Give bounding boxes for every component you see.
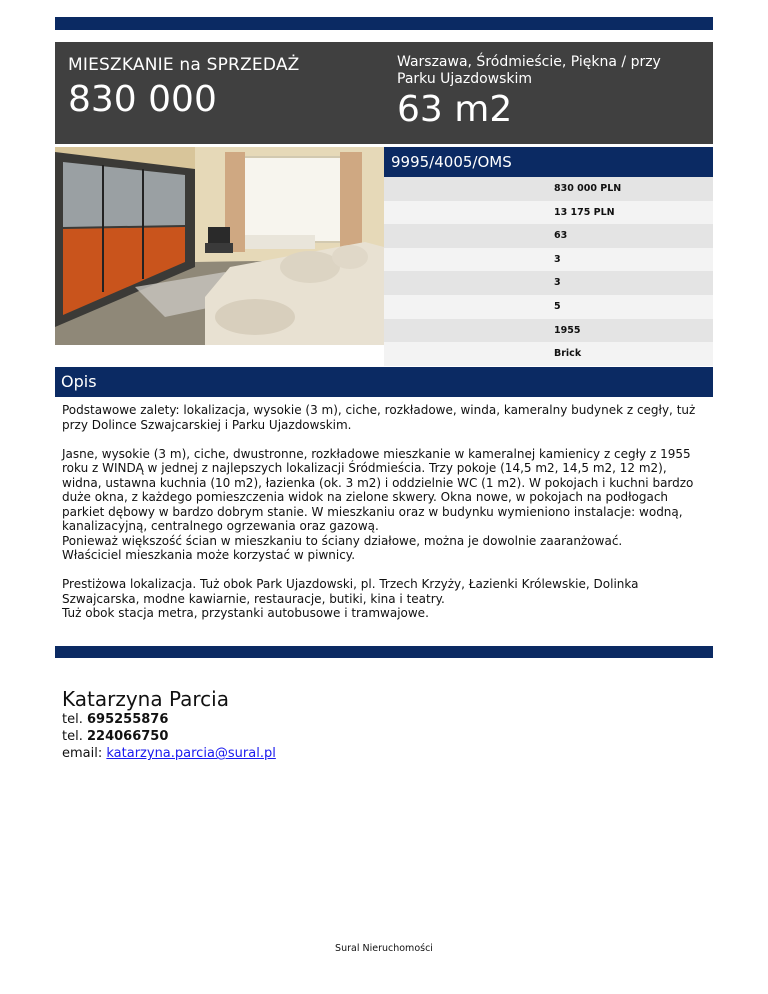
param-row-rooms	[384, 248, 713, 272]
param-row-material	[384, 342, 713, 366]
param-row-area	[384, 224, 713, 248]
agent-name: Katarzyna Parcia	[62, 687, 229, 711]
agent-email-row	[62, 745, 276, 762]
description-paragraph: Podstawowe zalety: lokalizacja, wysokie (3 m), ciche, rozkładowe, winda, kameralny budynek z cegły, tuż przy Dolince Szwajcarskiej i Parku Ujazdowskim.	[62, 403, 696, 432]
listing-area: 63 m2	[397, 89, 513, 130]
param-value: 63	[554, 230, 568, 242]
description-line: Właściciel mieszkania może korzystać w piwnicy.	[62, 548, 356, 562]
header-left	[68, 54, 300, 120]
description-line: Prestiżowa lokalizacja. Tuż obok Park Ujazdowski, pl. Trzech Krzyży, Łazienki Królewskie, Dolinka Szwajcarska, modne kawiarnie, restauracje, butiki, kina i teatry.	[62, 577, 639, 606]
param-value: 3	[554, 253, 561, 265]
footer-company: Sural Nieruchomości	[335, 943, 433, 954]
listing-type: MIESZKANIE na SPRZEDAŻ	[68, 55, 300, 75]
description-heading-bar	[55, 367, 713, 397]
description-paragraph	[62, 577, 702, 621]
param-row-price-per-m2	[384, 201, 713, 225]
param-value: 5	[554, 300, 561, 312]
param-row-floor	[384, 271, 713, 295]
param-row-floors-total	[384, 295, 713, 319]
reference-number: 9995/4005/OMS	[391, 153, 512, 171]
tel-label: tel.	[62, 712, 83, 727]
description-line: Tuż obok stacja metra, przystanki autobusowe i tramwajowe.	[62, 606, 429, 620]
listing-header	[55, 42, 713, 144]
phone-number: 224066750	[86, 729, 169, 744]
parameters-table	[384, 177, 713, 366]
description-line: Jasne, wysokie (3 m), ciche, dwustronne, rozkładowe mieszkanie w kameralnej kamienicy z cegły z 1955 roku z WINDĄ w jednej z najlepszych lokalizacji Śródmieścia. Trzy pokoje (14,5 m2, 14,5 m2, 12 m2), widna, ustawna kuchnia (10 m2), łazienka (ok. 3 m2) i oddzielnie WC (1 m2). W pokojach i kuchni bardzo duże okna, z każdego pomieszczenia widok na zielone skwery. Okna nowe, w pokojach na podłogach parkiet dębowy w bardzo dobrym stanie. W mieszkaniu oraz w budynku wymieniono instalacje: wodną, kanalizacyjną, centralnego ogrzewania oraz gazową.	[62, 446, 694, 533]
tel-label: tel.	[62, 729, 83, 744]
param-row-year	[384, 319, 713, 343]
agent-email-link[interactable]: katarzyna.parcia@sural.pl	[106, 746, 276, 761]
param-value: 830 000 PLN	[554, 183, 622, 194]
agent-contact	[62, 687, 276, 762]
param-value: 3	[554, 277, 561, 289]
param-row-price	[384, 177, 713, 201]
apartment-photo	[55, 147, 384, 345]
section-divider	[55, 646, 713, 658]
description-heading: Opis	[61, 372, 97, 391]
description-line: Ponieważ większość ścian w mieszkaniu to ściany działowe, można je dowolnie zaaranżować.	[62, 533, 623, 548]
description-body	[62, 403, 702, 635]
listing-address: Warszawa, Śródmieście, Piękna / przy Parku Ujazdowskim	[397, 54, 661, 87]
agent-phone-1	[62, 711, 276, 728]
top-accent-bar	[55, 17, 713, 30]
param-value: 13 175 PLN	[554, 206, 615, 218]
reference-bar	[384, 147, 713, 177]
phone-number: 695255876	[86, 712, 169, 727]
header-right	[397, 54, 702, 130]
listing-price: 830 000	[68, 79, 217, 120]
param-value: Brick	[554, 348, 582, 360]
description-paragraph	[62, 447, 702, 563]
email-label: email:	[62, 746, 103, 761]
agent-phone-2	[62, 728, 276, 745]
param-value: 1955	[554, 324, 581, 336]
